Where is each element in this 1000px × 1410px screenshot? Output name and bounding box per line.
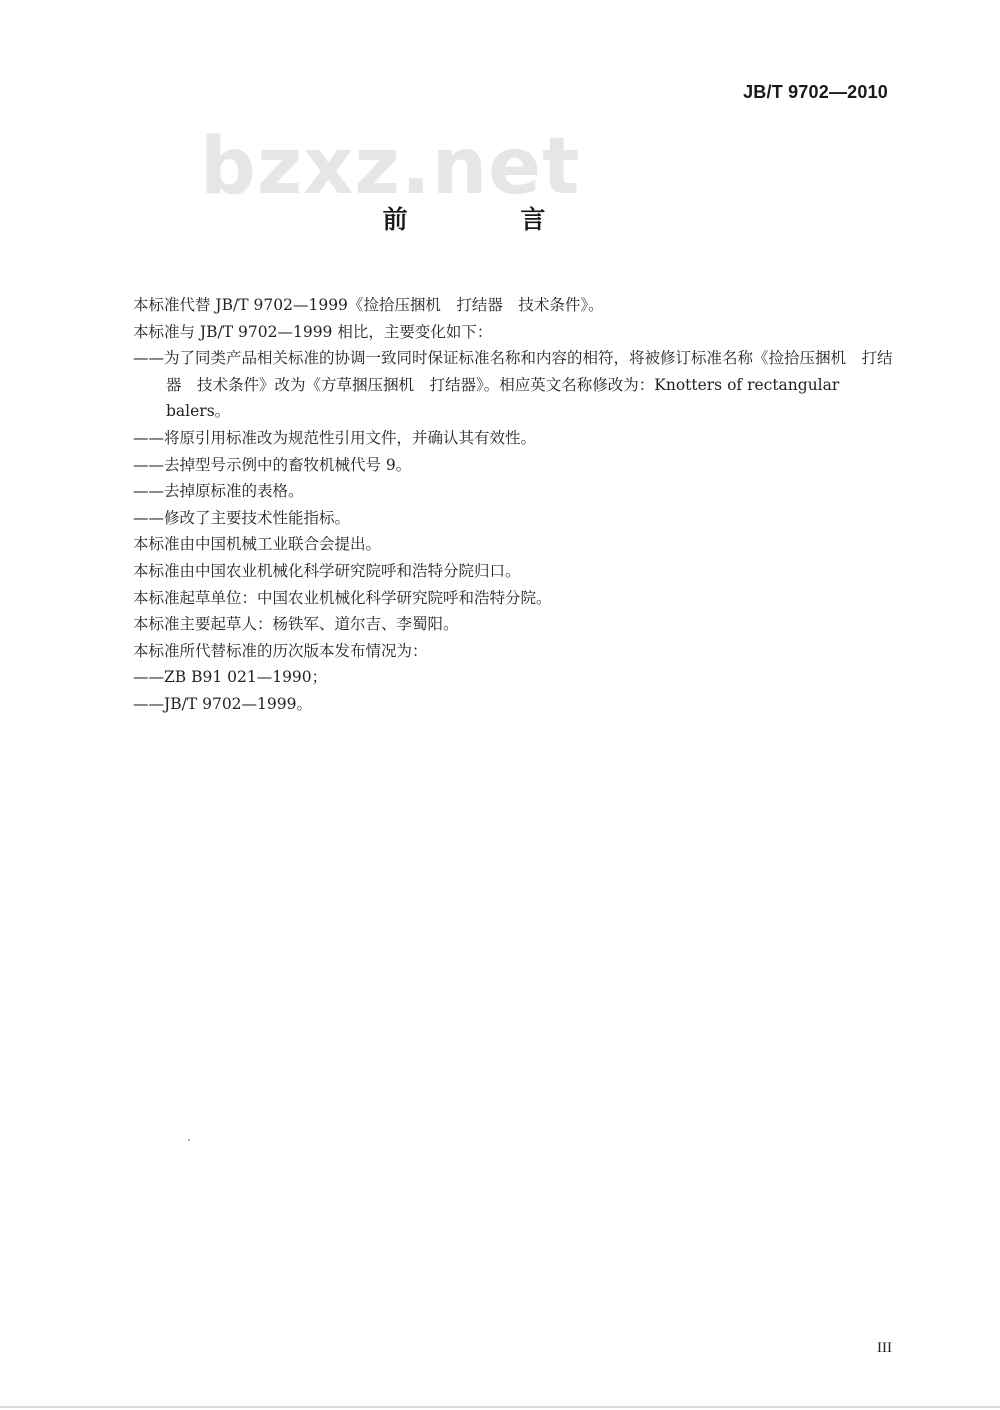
paragraph-changes-intro: 本标准与 JB/T 9702—1999 相比，主要变化如下：	[133, 322, 493, 341]
paragraph-drafting-unit: 本标准起草单位：中国农业机械化科学研究院呼和浩特分院。	[133, 588, 552, 607]
change-item-model-code: ——去掉型号示例中的畜牧机械代号 9。	[133, 455, 412, 474]
history-item-1990: ——ZB B91 021—1990；	[133, 668, 328, 687]
paragraph-centralized-by: 本标准由中国农业机械化科学研究院呼和浩特分院归口。	[133, 561, 521, 580]
page-number: III	[877, 1340, 892, 1356]
page-title: 前 言	[382, 205, 598, 234]
change-item-table: ——去掉原标准的表格。	[133, 482, 304, 501]
paragraph-history-intro: 本标准所代替标准的历次版本发布情况为：	[133, 641, 428, 660]
scan-speck	[188, 1139, 190, 1141]
paragraph-drafters: 本标准主要起草人：杨铁军、道尔吉、李蜀阳。	[133, 615, 459, 634]
standard-code: JB/T 9702—2010	[743, 82, 888, 102]
change-item-name: ——为了同类产品相关标准的协调一致同时保证标准名称和内容的相符，将被修订标准名称《捡拾压捆机 打结器 技术条件》改为《方草捆压捆机 打结器》。相应英文名称修改为：Knotters of rectangular balers。	[133, 349, 893, 421]
change-item-performance: ——修改了主要技术性能指标。	[133, 508, 351, 527]
change-item-references: ——将原引用标准改为规范性引用文件，并确认其有效性。	[133, 428, 537, 447]
watermark: bzxz.net	[200, 122, 581, 212]
paragraph-proposed-by: 本标准由中国机械工业联合会提出。	[133, 535, 382, 554]
paragraph-replaces: 本标准代替 JB/T 9702—1999《捡拾压捆机 打结器 技术条件》。	[133, 296, 604, 314]
page-bottom-edge	[0, 1406, 1000, 1408]
foreword-body	[133, 292, 893, 718]
history-item-1999: ——JB/T 9702—1999。	[133, 694, 312, 713]
